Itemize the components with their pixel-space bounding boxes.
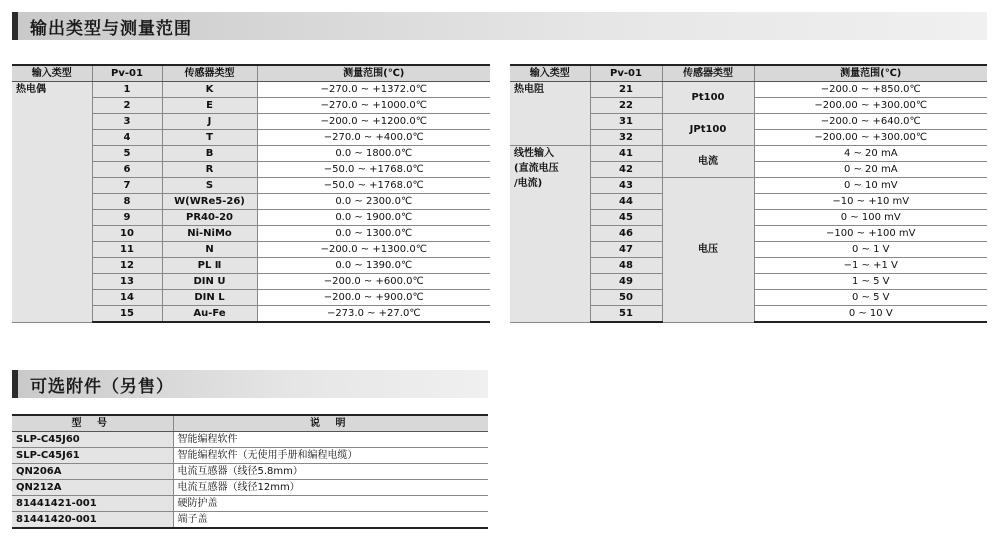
sensor-type-cell: T: [162, 130, 257, 146]
sensor-type-cell: W(WRe5-26): [162, 194, 257, 210]
range-cell: −273.0 ~ +27.0℃: [257, 306, 490, 323]
pv01-cell: 44: [590, 194, 662, 210]
model-cell: 81441421-001: [12, 496, 173, 512]
range-cell: −200.00 ~ +300.00℃: [754, 130, 987, 146]
sensor-type-cell: Ni-NiMo: [162, 226, 257, 242]
range-cell: −50.0 ~ +1768.0℃: [257, 162, 490, 178]
pv01-cell: 43: [590, 178, 662, 194]
table-row: [510, 82, 987, 98]
col-header-sensor-type: 传感器类型: [162, 65, 257, 82]
range-cell: −200.0 ~ +1200.0℃: [257, 114, 490, 130]
pv01-cell: 21: [590, 82, 662, 98]
input-type-cell: 热电阻: [510, 82, 590, 146]
section-header-output-types: [12, 12, 987, 40]
table-header-row: [12, 415, 488, 432]
description-cell: 智能编程软件（无使用手册和编程电缆）: [173, 448, 488, 464]
table-row: [510, 146, 987, 162]
range-cell: 0.0 ~ 1800.0℃: [257, 146, 490, 162]
range-cell: −200.0 ~ +850.0℃: [754, 82, 987, 98]
pv01-cell: 7: [92, 178, 162, 194]
pv01-cell: 50: [590, 290, 662, 306]
range-cell: 0 ~ 100 mV: [754, 210, 987, 226]
section-title: 输出类型与测量范围: [30, 18, 192, 39]
col-header-model: 型 号: [12, 415, 173, 432]
sensor-type-cell: PR40-20: [162, 210, 257, 226]
pv01-cell: 51: [590, 306, 662, 323]
sensor-type-cell: S: [162, 178, 257, 194]
pv01-cell: 13: [92, 274, 162, 290]
range-cell: 0 ~ 10 mV: [754, 178, 987, 194]
description-cell: 智能编程软件: [173, 432, 488, 448]
sensor-type-cell: DIN U: [162, 274, 257, 290]
range-cell: −1 ~ +1 V: [754, 258, 987, 274]
range-cell: 0 ~ 5 V: [754, 290, 987, 306]
pv01-cell: 14: [92, 290, 162, 306]
pv01-cell: 11: [92, 242, 162, 258]
col-header-range: 测量范围(℃): [754, 65, 987, 82]
pv01-cell: 49: [590, 274, 662, 290]
table-row: [12, 512, 488, 529]
header-accent-bar: [12, 370, 18, 398]
table-row: [12, 82, 490, 98]
range-cell: −200.0 ~ +640.0℃: [754, 114, 987, 130]
table-row: [12, 464, 488, 480]
col-header-input-type: 输入类型: [12, 65, 92, 82]
sensor-type-cell: DIN L: [162, 290, 257, 306]
pv01-cell: 47: [590, 242, 662, 258]
input-type-line: 线性输入: [514, 148, 554, 159]
model-cell: SLP-C45J61: [12, 448, 173, 464]
range-cell: −200.0 ~ +1300.0℃: [257, 242, 490, 258]
sensor-type-cell: R: [162, 162, 257, 178]
pv01-cell: 4: [92, 130, 162, 146]
col-header-input-type: 输入类型: [510, 65, 590, 82]
input-type-cell: [510, 146, 590, 323]
sensor-type-cell: K: [162, 82, 257, 98]
model-cell: 81441420-001: [12, 512, 173, 529]
pv01-cell: 15: [92, 306, 162, 323]
pv01-cell: 3: [92, 114, 162, 130]
col-header-description: 说 明: [173, 415, 488, 432]
table-row: [12, 448, 488, 464]
pv01-cell: 42: [590, 162, 662, 178]
sensor-type-cell: JPt100: [662, 114, 754, 146]
pv01-cell: 10: [92, 226, 162, 242]
table-row: [12, 432, 488, 448]
range-cell: −50.0 ~ +1768.0℃: [257, 178, 490, 194]
pv01-cell: 45: [590, 210, 662, 226]
range-cell: −270.0 ~ +400.0℃: [257, 130, 490, 146]
description-cell: 电流互感器（线径5.8mm）: [173, 464, 488, 480]
sensor-type-cell: E: [162, 98, 257, 114]
sensor-type-cell: 电压: [662, 178, 754, 323]
description-cell: 端子盖: [173, 512, 488, 529]
range-cell: 4 ~ 20 mA: [754, 146, 987, 162]
description-cell: 电流互感器（线径12mm）: [173, 480, 488, 496]
col-header-pv01: Pv-01: [590, 65, 662, 82]
table-row: [12, 496, 488, 512]
range-cell: 1 ~ 5 V: [754, 274, 987, 290]
pv01-cell: 9: [92, 210, 162, 226]
model-cell: QN206A: [12, 464, 173, 480]
range-cell: −10 ~ +10 mV: [754, 194, 987, 210]
pv01-cell: 8: [92, 194, 162, 210]
pv01-cell: 22: [590, 98, 662, 114]
pv01-cell: 5: [92, 146, 162, 162]
range-cell: −200.0 ~ +900.0℃: [257, 290, 490, 306]
range-cell: 0.0 ~ 1300.0℃: [257, 226, 490, 242]
range-cell: 0 ~ 1 V: [754, 242, 987, 258]
col-header-pv01: Pv-01: [92, 65, 162, 82]
sensor-type-cell: PL Ⅱ: [162, 258, 257, 274]
range-cell: 0.0 ~ 1900.0℃: [257, 210, 490, 226]
range-cell: −100 ~ +100 mV: [754, 226, 987, 242]
sensor-type-cell: 电流: [662, 146, 754, 178]
col-header-range: 测量范围(℃): [257, 65, 490, 82]
pv01-cell: 31: [590, 114, 662, 130]
description-cell: 硬防护盖: [173, 496, 488, 512]
model-cell: QN212A: [12, 480, 173, 496]
pv01-cell: 48: [590, 258, 662, 274]
table-row: [12, 480, 488, 496]
input-type-line: /电流): [514, 178, 543, 189]
sensor-type-cell: Au-Fe: [162, 306, 257, 323]
input-type-cell: 热电偶: [12, 82, 92, 323]
range-cell: 0 ~ 10 V: [754, 306, 987, 323]
sensor-type-cell: N: [162, 242, 257, 258]
range-cell: 0.0 ~ 1390.0℃: [257, 258, 490, 274]
thermocouple-table: [12, 64, 490, 323]
table-header-row: [510, 65, 987, 82]
model-cell: SLP-C45J60: [12, 432, 173, 448]
pv01-cell: 6: [92, 162, 162, 178]
range-cell: −200.00 ~ +300.00℃: [754, 98, 987, 114]
col-header-sensor-type: 传感器类型: [662, 65, 754, 82]
range-cell: −270.0 ~ +1000.0℃: [257, 98, 490, 114]
pv01-cell: 2: [92, 98, 162, 114]
range-cell: 0 ~ 20 mA: [754, 162, 987, 178]
range-cell: −200.0 ~ +600.0℃: [257, 274, 490, 290]
pv01-cell: 41: [590, 146, 662, 162]
section-title: 可选附件（另售）: [30, 376, 174, 397]
rtd-linear-table: [510, 64, 987, 323]
section-header-accessories: [12, 370, 488, 398]
pv01-cell: 46: [590, 226, 662, 242]
table-header-row: [12, 65, 490, 82]
range-cell: 0.0 ~ 2300.0℃: [257, 194, 490, 210]
header-accent-bar: [12, 12, 18, 40]
pv01-cell: 32: [590, 130, 662, 146]
pv01-cell: 1: [92, 82, 162, 98]
range-cell: −270.0 ~ +1372.0℃: [257, 82, 490, 98]
sensor-type-cell: J: [162, 114, 257, 130]
accessories-table: [12, 414, 488, 529]
sensor-type-cell: Pt100: [662, 82, 754, 114]
sensor-type-cell: B: [162, 146, 257, 162]
pv01-cell: 12: [92, 258, 162, 274]
input-type-line: (直流电压: [514, 163, 559, 174]
